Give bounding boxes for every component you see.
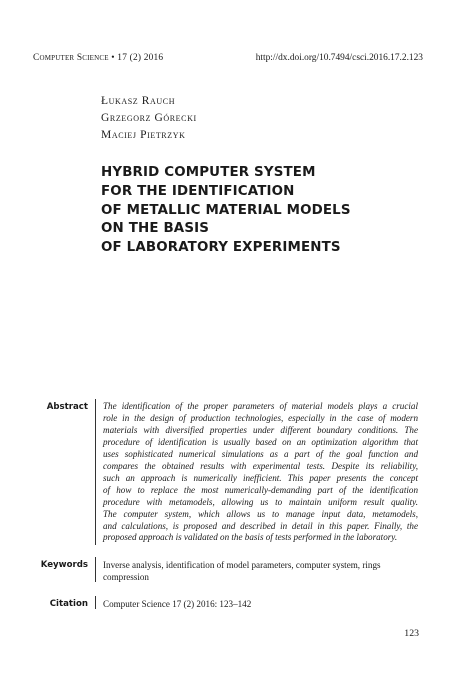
title-line: HYBRID COMPUTER SYSTEM [101, 165, 316, 180]
author-name: Łukasz Rauch [101, 95, 176, 107]
abstract-line: procedure with metamodels, allowing us to maintain uniform result quality. [103, 496, 418, 507]
citation-label: Citation [49, 599, 88, 609]
title-line: OF METALLIC MATERIAL MODELS [101, 202, 351, 218]
abstract-line: role in the design of production technologies, especially in the case of modern [103, 412, 418, 423]
abstract-line: of how to replace the most numerically-demanding part of the identification [103, 484, 418, 495]
citation-divider [95, 596, 96, 609]
keywords-label: Keywords [40, 560, 88, 570]
abstract-divider [95, 399, 96, 545]
abstract-line: The computer system, which allows us to manage input data, metamodels, [103, 508, 418, 519]
paper-title [101, 164, 421, 258]
abstract-line: compares the obtained results with experimental tests. Despite its reliability, [103, 460, 418, 471]
citation-text: Computer Science 17 (2) 2016: 123–142 [103, 599, 252, 609]
running-head [33, 53, 423, 63]
title-line: ON THE BASIS [101, 221, 210, 237]
doi-link[interactable]: http://dx.doi.org/10.7494/csci.2016.17.2.123 [255, 53, 423, 63]
title-line: OF LABORATORY EXPERIMENTS [101, 240, 341, 256]
page-number: 123 [404, 628, 419, 639]
abstract-text [103, 401, 418, 544]
abstract-line: materials with diversified properties under different boundary conditions. The [103, 424, 418, 435]
abstract-line: procedure of identification is usually based on an optimization algorithm that [103, 436, 418, 447]
abstract-line: proposed approach is validated on the basis of tests performed in the laboratory. [103, 532, 398, 543]
keywords-divider [95, 557, 96, 582]
author-name: Grzegorz Górecki [101, 112, 197, 124]
abstract-line: The identification of the proper parameters of material models plays a crucial [103, 401, 418, 411]
title-line: FOR THE IDENTIFICATION [101, 183, 295, 199]
author-name: Maciej Pietrzyk [101, 129, 186, 141]
journal-reference: Computer Science • 17 (2) 2016 [33, 53, 164, 63]
abstract-label: Abstract [46, 402, 88, 412]
abstract-line: uses sophisticated numerical simulations as a part of the goal function and [103, 448, 418, 459]
abstract-line: and calculations, is proposed and described in detail in this paper. Finally, the [103, 520, 418, 531]
author-list [101, 93, 197, 144]
abstract-line: such an approach is numerically inefficient. This paper presents the concept [103, 472, 418, 483]
keywords-text: Inverse analysis, identification of model parameters, computer system, rings compression [103, 560, 381, 582]
